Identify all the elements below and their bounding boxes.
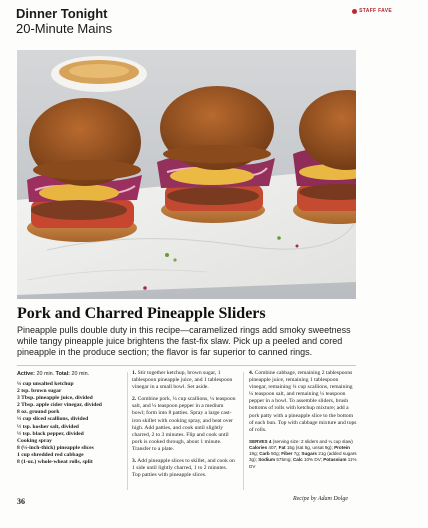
column-separator [243, 372, 244, 490]
nutrition-value: 575mg; [276, 457, 292, 463]
step-text: Combine pork, ¼ cup scallions, ¼ teaspoon salt, and ¼ teaspoon pepper in a medium bowl; form into 8 patties. Spray a large cast-iron skillet with cooking spray, and heat over high. Add patties, and cook until slightly charred, 2 to 3 minutes. Flip and cook until pork is cooked through, about 1 minute. Transfer to a plate. [132, 396, 236, 452]
nutrition-label: Sodium [258, 457, 276, 463]
staff-fave-badge [352, 8, 392, 14]
badge-label: STAFF FAVE [359, 8, 392, 14]
recipe-credit: Recipe by Adam Dolge [292, 496, 348, 502]
recipe-intro: Pineapple pulls double duty in this recipe—caramelized rings add smoky sweetness while tangy pineapple juice brightens the fast-fix slaw. Pick up a peeled and cored pineapple in the produce section; the flavor is far superior to canned rings. [17, 325, 351, 357]
nutrition-label: Calc [292, 457, 303, 463]
ingredient-item: 3 Tbsp. pineapple juice, divided [17, 395, 93, 402]
nutrition-label: Fiber [281, 451, 293, 457]
nutrition-value: 407; [268, 445, 278, 451]
section-title: Dinner Tonight [16, 6, 108, 21]
recipe-photo [17, 50, 356, 299]
ingredient-item: 2 tsp. brown sugar [17, 388, 62, 395]
section-divider [17, 365, 356, 366]
nutrition-info [249, 439, 357, 470]
serving-size: (serving size: 2 sliders and ¼ cup slaw) [272, 438, 353, 444]
active-value: 20 min. [36, 371, 55, 377]
ingredient-item: 8 (¼-inch-thick) pineapple slices [17, 444, 94, 451]
ingredient-item: ¼ cup unsalted ketchup [17, 381, 74, 387]
nutrition-value: 21g (added sugars 3g); [249, 451, 357, 463]
section-subtitle: 20-Minute Mains [16, 21, 113, 36]
ingredient-item: ½ tsp. black pepper, divided [17, 430, 84, 437]
step-text: Stir together ketchup, brown sugar, 1 tablespoon pineapple juice, and 1 tablespoon vinegar in a small bowl. Set aside. [132, 370, 233, 391]
ingredient-item: 8 (1-oz.) whole-wheat rolls, split [17, 459, 93, 466]
step-text: Add pineapple slices to skillet, and cook on 1 side until lightly charred, 1 to 2 minutes. Top patties with pineapple slices. [132, 458, 235, 479]
ingredient-item: 1 cup shredded red cabbage [17, 451, 84, 458]
nutrition-label: Sugars [301, 451, 317, 457]
nutrition-value: 11% DV [249, 457, 357, 469]
badge-dot-icon [352, 9, 357, 14]
steps-column-1 [132, 370, 236, 484]
active-label: Active: [17, 371, 35, 377]
ingredients-column [17, 370, 121, 466]
page-header [16, 6, 412, 40]
total-label: Total: [55, 371, 70, 377]
nutrition-value: 7g; [293, 451, 301, 457]
ingredient-item: 8 oz. ground pork [17, 409, 60, 416]
step-number: 1. [132, 370, 137, 376]
step-number: 2. [132, 396, 137, 403]
nutrition-label: Fat [278, 445, 286, 451]
nutrition-label: Carb [259, 451, 270, 457]
ingredient-item: ⅓ cup sliced scallions, divided [17, 416, 89, 423]
ingredient-item: Cooking spray [17, 437, 52, 444]
step-2 [132, 396, 236, 453]
serves-label: SERVES 4 [249, 438, 272, 444]
recipe-title: Pork and Charred Pineapple Sliders [17, 305, 266, 322]
step-number: 3. [132, 458, 137, 465]
total-value: 20 min. [71, 371, 90, 377]
step-text: Combine cabbage, remaining 2 tablespoons pineapple juice, remaining 1 tablespoon vinegar, remaining ¼ cup scallions, remaining ¼ teaspoon salt, and remaining ¼ teaspoon pepper in a bowl. To assemble sliders, brush bottoms of rolls with ketchup mixture; add a pork patty with a pineapple slice to the bottom of each bun. Top with cabbage mixture and tops of rolls. [249, 370, 357, 433]
nutrition-value: 50g; [270, 451, 280, 457]
ingredient-item: ½ tsp. kosher salt, divided [17, 423, 79, 430]
page-number: 36 [17, 497, 25, 506]
nutrition-value: 10% DV; [303, 457, 322, 463]
nutrition-value: 19g; [249, 451, 258, 457]
step-4 [249, 370, 357, 434]
column-separator [127, 372, 128, 490]
step-number: 4. [249, 370, 254, 376]
time-line [17, 370, 121, 378]
ingredient-item: 2 Tbsp. apple cider vinegar, divided [17, 402, 102, 409]
nutrition-label: Potassium [323, 457, 347, 463]
step-1 [132, 370, 236, 391]
steps-column-2 [249, 370, 357, 470]
nutrition-label: Calories [249, 445, 268, 451]
step-3 [132, 458, 236, 479]
nutrition-value: 15g (sat 5g, unsat 9g); [286, 445, 333, 451]
nutrition-label: Protein [334, 445, 350, 451]
